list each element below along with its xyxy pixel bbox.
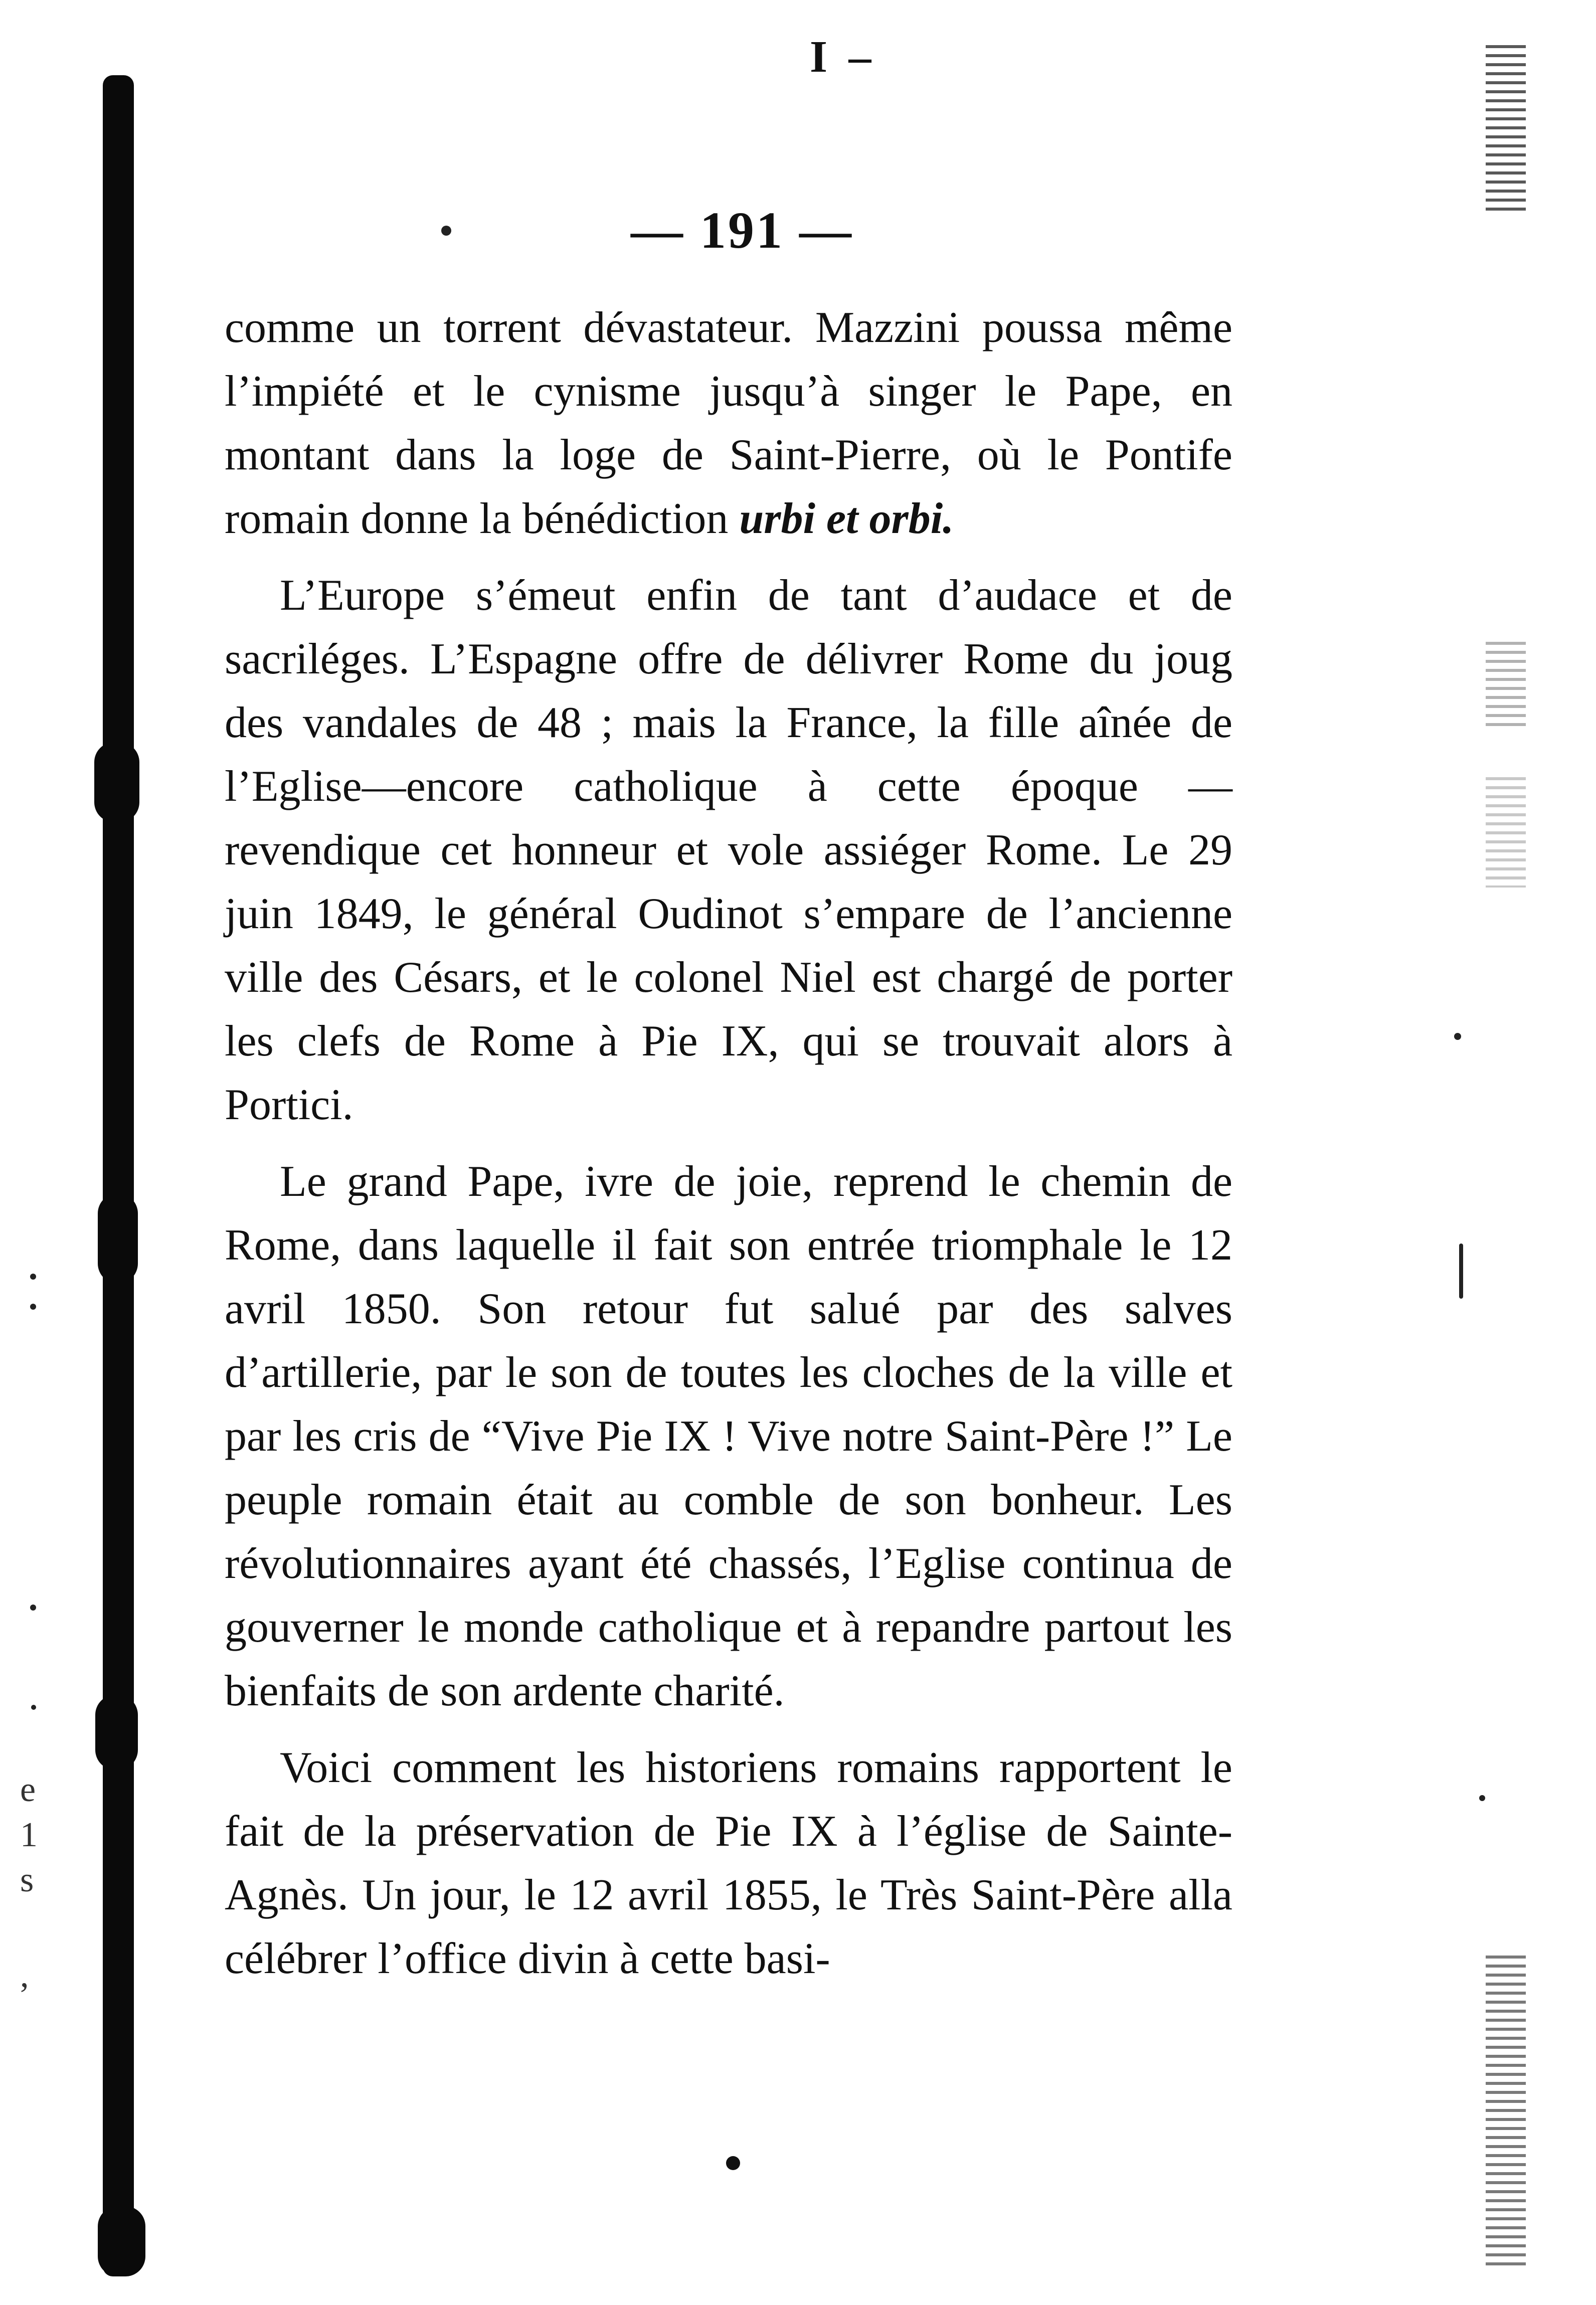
paragraph-text: comme un torrent dévastateur. Mazzini poussa même l’impiété et le cynisme jusqu’à singer le Pape, en montant dans la loge de Saint-Pierre, où le Pontife romain donne la bénédiction [225, 303, 1232, 543]
binding-shadow-bulge [98, 2206, 145, 2276]
binding-shadow-bulge [98, 1193, 138, 1284]
paragraph-text: L’Europe s’émeut enfin de tant d’audace et de sacriléges. L’Espagne offre de délivrer Rome du joug des vandales de 48 ; mais la France, la fille aînée de l’Eglise—encore catholique à cette époque —revendique cet honneur et vole assiéger Rome. Le 29 juin 1849, le général Oudinot s’empare de l’ancienne ville des Césars, et le colonel Niel est chargé de porter les clefs de Rome à Pie IX, qui se trouvait alors à Portici. [225, 571, 1232, 1129]
scan-speck [1459, 1244, 1463, 1299]
binding-shadow-bulge [95, 1695, 138, 1770]
scan-speck [30, 1304, 36, 1310]
scan-speck [31, 1705, 36, 1710]
edge-scan-noise [1486, 777, 1526, 888]
edge-scan-noise [1486, 45, 1526, 216]
top-mark: I – [810, 32, 876, 82]
page-number: — 191 — [631, 202, 853, 259]
margin-mark: e [20, 1770, 36, 1809]
paragraph-text: Le grand Pape, ivre de joie, reprend le chemin de Rome, dans laquelle il fait son entrée triomphale le 12 avril 1850. Son retour fut salué par des salves d’artillerie, par le son de toutes les cloches de la ville et par les cris de “Vive Pie IX ! Vive notre Saint-Père !” Le peuple romain était au comble de son bonheur. Les révolutionnaires ayant été chassés, l’Eglise continua de gouverner le monde catholique et à repandre partout les bienfaits de son ardente charité. [225, 1157, 1232, 1715]
paragraph [225, 564, 1232, 1137]
scan-speck [30, 1605, 36, 1611]
margin-mark: s [20, 1861, 34, 1899]
scan-speck [30, 1274, 36, 1280]
latin-phrase: urbi et orbi. [739, 494, 954, 543]
binding-shadow-bulge [94, 742, 139, 822]
scan-dot [726, 2156, 740, 2170]
body-text [225, 296, 1232, 2004]
scan-speck [1479, 1795, 1485, 1801]
paragraph [225, 296, 1232, 551]
margin-mark: 1 [20, 1816, 38, 1854]
paragraph [225, 1150, 1232, 1723]
margin-mark: , [20, 1956, 29, 1995]
paragraph-text: Voici comment les historiens romains rapportent le fait de la préservation de Pie IX à l’église de Sainte-Agnès. Un jour, le 12 avril 1855, le Très Saint-Père alla célébrer l’office divin à cette basi- [225, 1743, 1232, 1983]
edge-scan-noise [1486, 642, 1526, 732]
binding-shadow [103, 75, 134, 2276]
scan-speck [1454, 1033, 1461, 1040]
paragraph [225, 1736, 1232, 1991]
edge-scan-noise [1486, 1956, 1526, 2266]
